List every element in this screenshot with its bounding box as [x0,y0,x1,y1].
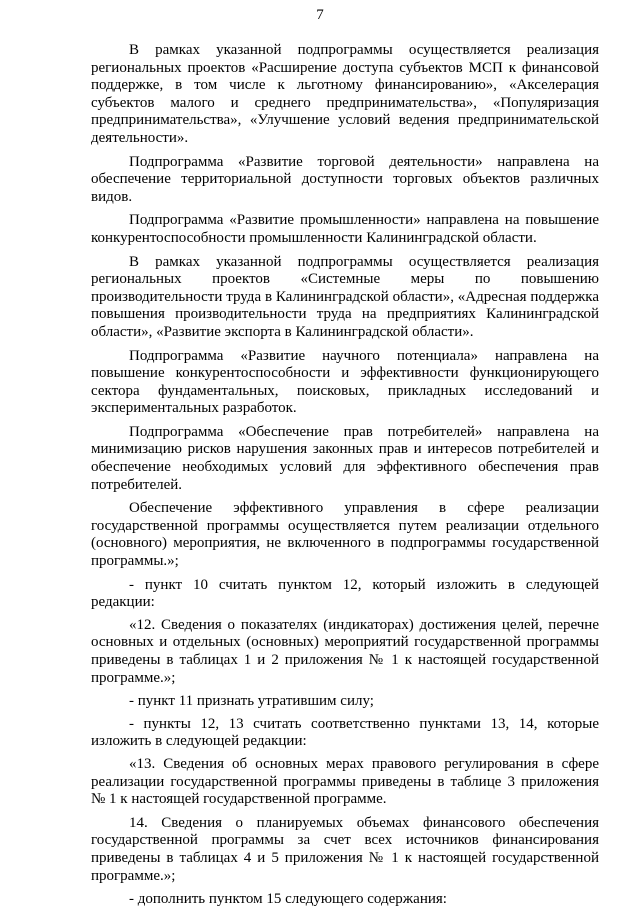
paragraph-industry-subprogram: Подпрограмма «Развитие промышленности» направлена на повышение конкурентоспособности промышленности Калининградской области. [91,212,599,246]
paragraph-item-10: - пункт 10 считать пунктом 12, который изложить в следующей редакции: [91,576,599,611]
paragraph-items-12-13: - пункты 12, 13 считать соответственно пунктами 13, 14, которые изложить в следующей редакции: [91,715,599,750]
paragraph-item-11: - пункт 11 признать утратившим силу; [129,693,374,710]
paragraph-section-12: «12. Сведения о показателях (индикаторах) достижения целей, перечне основных и отдельных (основных) мероприятий государственной программы приведены в таблицах 1 и 2 приложения № 1 к настоящей государственной программе.»; [91,616,599,686]
paragraph-section-13: «13. Сведения об основных мерах правового регулирования в сфере реализации государственной программы приведены в таблице 3 приложения № 1 к настоящей государственной программе. [91,755,599,808]
paragraph-management: Обеспечение эффективного управления в сфере реализации государственной программы осуществляется путем реализации отдельного (основного) мероприятия, не включенного в подпрограммы государственной программы.»; [91,500,599,570]
page-number: 7 [316,7,324,23]
document-body [91,42,599,915]
paragraph-consumer-rights-subprogram: Подпрограмма «Обеспечение прав потребителей» направлена на минимизацию рисков нарушения законных прав и интересов потребителей и обеспечение необходимых условий для эффективного обеспечения прав потребителей. [91,423,599,493]
paragraph-industry-projects: В рамках указанной подпрограммы осуществляется реализация региональных проектов «Системные меры по повышению производительности труда в Калининградской области», «Адресная поддержка повышения производительности труда на предприятиях Калининградской области», «Развитие экспорта в Калининградской области». [91,253,599,340]
paragraph-science-subprogram: Подпрограмма «Развитие научного потенциала» направлена на повышение конкурентоспособности и эффективности функционирующего сектора фундаментальных, поисковых, прикладных исследований и экспериментальных разработок. [91,347,599,417]
paragraph-add-item-15: - дополнить пунктом 15 следующего содержания: [129,891,447,908]
paragraph-msp-projects: В рамках указанной подпрограммы осуществляется реализация региональных проектов «Расширение доступа субъектов МСП к финансовой поддержке, в том числе к льготному финансированию», «Акселерация субъектов малого и среднего предпринимательства», «Популяризация предпринимательства», «Улучшение условий ведения предпринимательской деятельности». [91,42,599,146]
paragraph-section-14: 14. Сведения о планируемых объемах финансового обеспечения государственной программы за счет всех источников финансирования приведены в таблицах 4 и 5 приложения № 1 к настоящей государственной программе.»; [91,814,599,884]
paragraph-trade-subprogram: Подпрограмма «Развитие торговой деятельности» направлена на обеспечение территориальной доступности торговых объектов различных видов. [91,153,599,205]
